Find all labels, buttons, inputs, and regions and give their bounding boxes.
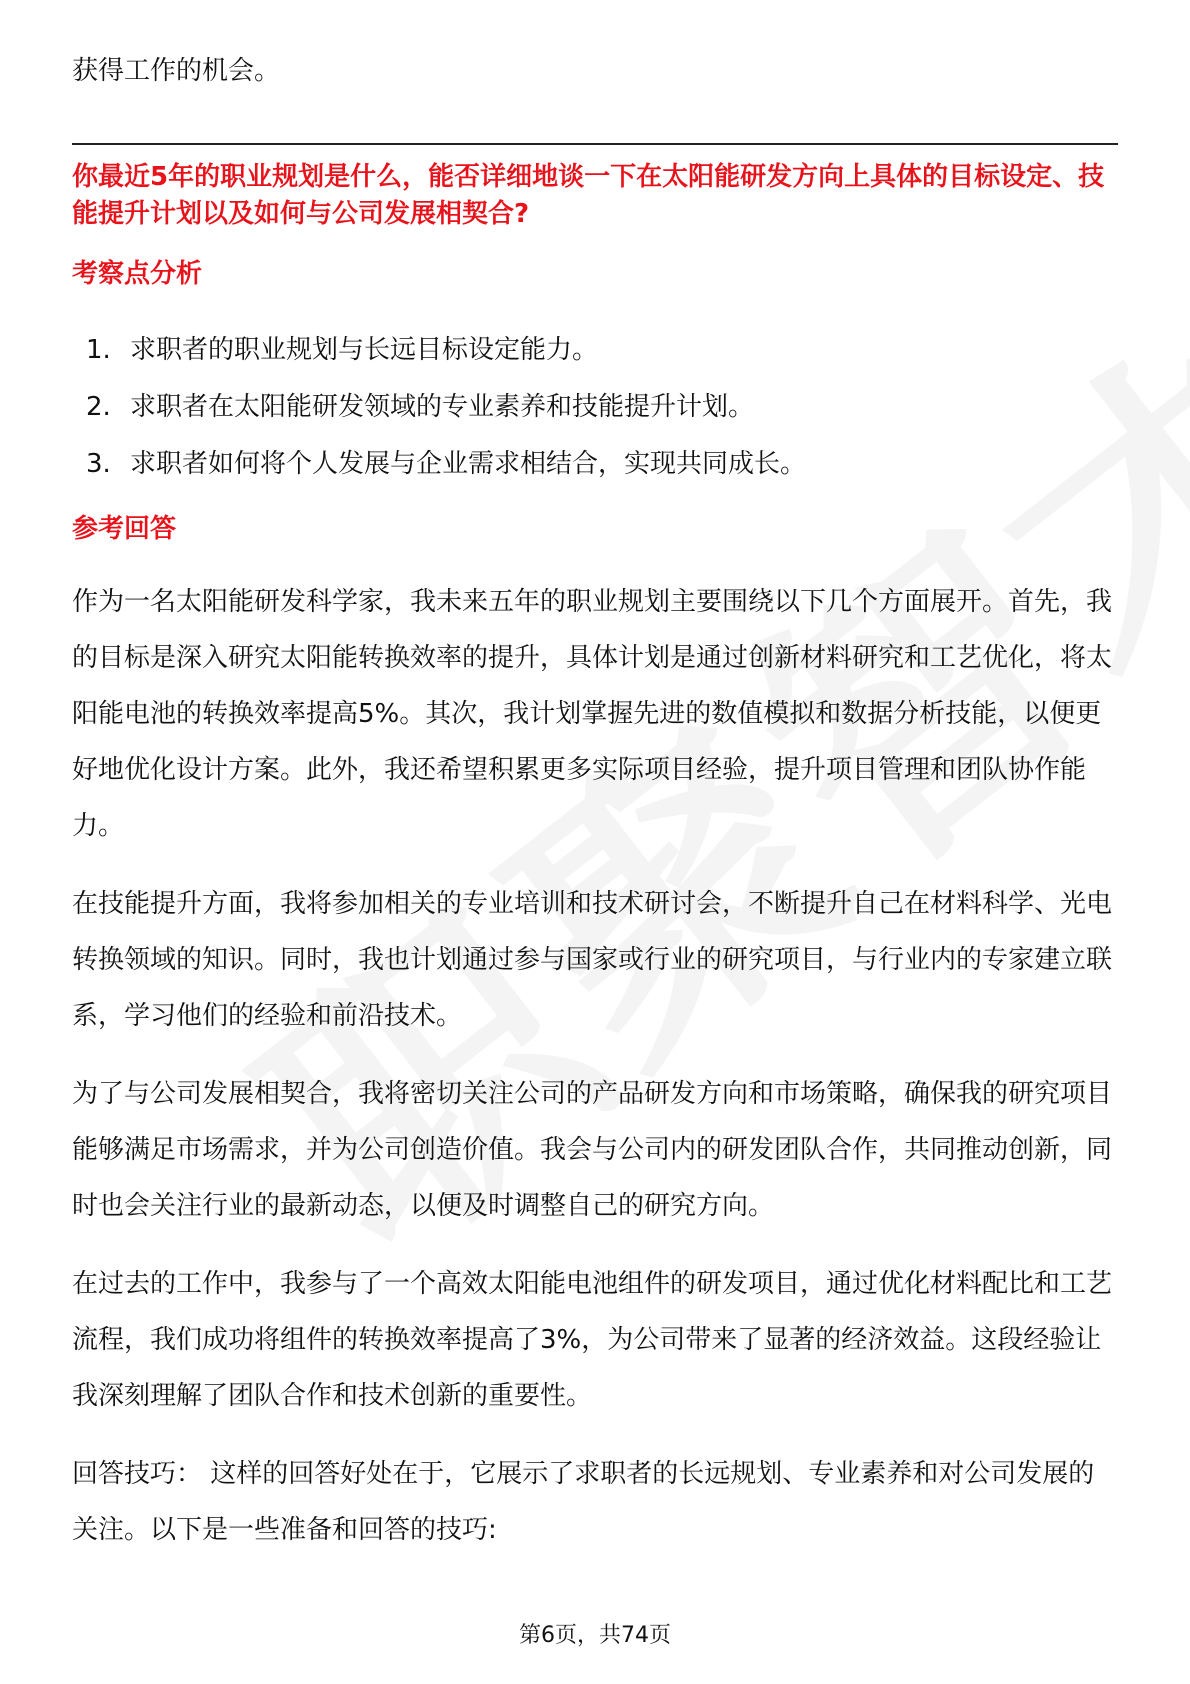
list-number: 3.: [86, 449, 111, 479]
list-item: [72, 379, 1118, 436]
page-content: [72, 46, 1118, 1558]
analysis-list: [72, 322, 1118, 493]
list-item-text: 求职者在太阳能研发领域的专业素养和技能提升计划。: [130, 392, 755, 422]
list-number: 2.: [86, 392, 111, 422]
answer-paragraph: 在技能提升方面，我将参加相关的专业培训和技术研讨会，不断提升自己在材料科学、光电转换领域的知识。同时，我也计划通过参与国家或行业的研究项目，与行业内的专家建立联系，学习他们的经验和前沿技术。: [72, 889, 1113, 1031]
intro-text: 获得工作的机会。: [72, 56, 281, 86]
page-number: 第6页，共74页: [519, 1623, 671, 1648]
answer-paragraph: 为了与公司发展相契合，我将密切关注公司的产品研发方向和市场策略，确保我的研究项目能够满足市场需求，并为公司创造价值。我会与公司内的研发团队合作，共同推动创新，同时也会关注行业的最新动态，以便及时调整自己的研究方向。: [72, 1079, 1113, 1221]
list-item-text: 求职者的职业规划与长远目标设定能力。: [130, 335, 599, 365]
answer-paragraph: 作为一名太阳能研发科学家，我未来五年的职业规划主要围绕以下几个方面展开。首先，我的目标是深入研究太阳能转换效率的提升，具体计划是通过创新材料研究和工艺优化，将太阳能电池的转换效率提高5%。其次，我计划掌握先进的数值模拟和数据分析技能，以便更好地优化设计方案。此外，我还希望积累更多实际项目经验，提升项目管理和团队协作能力。: [72, 587, 1113, 841]
list-item-text: 求职者如何将个人发展与企业需求相结合，实现共同成长。: [130, 449, 807, 479]
list-item: [72, 436, 1118, 493]
question-heading: 你最近5年的职业规划是什么，能否详细地谈一下在太阳能研发方向上具体的目标设定、技能提升计划以及如何与公司发展相契合?: [72, 162, 1105, 229]
analysis-title: 考察点分析: [72, 259, 203, 289]
list-item: [72, 322, 1118, 379]
list-number: 1.: [86, 335, 111, 365]
section-divider: [72, 143, 1118, 145]
answer-title: 参考回答: [72, 514, 177, 544]
answer-paragraph: 在过去的工作中，我参与了一个高效太阳能电池组件的研发项目，通过优化材料配比和工艺流程，我们成功将组件的转换效率提高了3%，为公司带来了显著的经济效益。这段经验让我深刻理解了团队合作和技术创新的重要性。: [72, 1269, 1113, 1411]
answer-tips-paragraph: 回答技巧： 这样的回答好处在于，它展示了求职者的长远规划、专业素养和对公司发展的关注。以下是一些准备和回答的技巧:: [72, 1459, 1095, 1545]
